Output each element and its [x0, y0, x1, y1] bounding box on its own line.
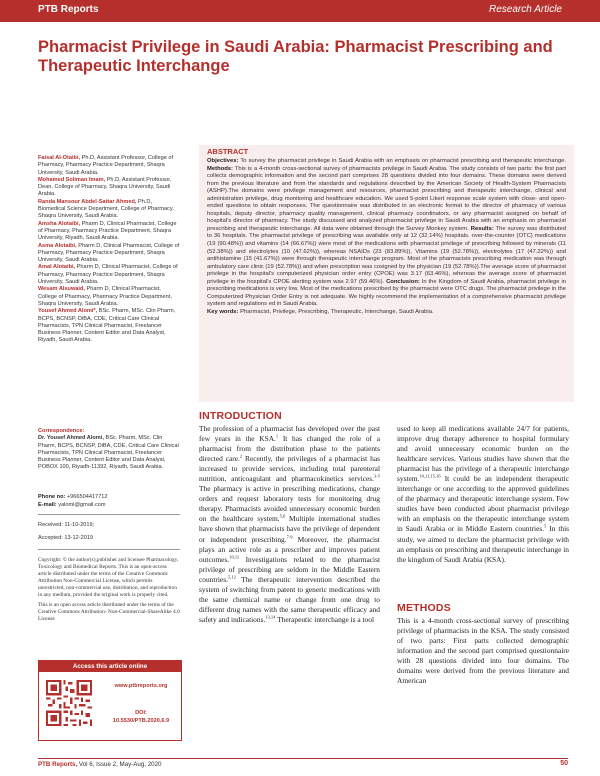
paragraph-text: Recently, the privileges of a pharmacist has increased to provide services, including total parenteral nutrition, anticoagulant and pharmacokinetics services.: [199, 454, 380, 484]
citation-ref[interactable]: 1: [275, 433, 279, 439]
objectives-label: Objectives:: [207, 158, 239, 164]
footer-divider: [38, 758, 568, 759]
author-name: Yousef Ahmed Alomi*,: [38, 308, 98, 315]
results-label: Results:: [470, 225, 494, 232]
copyright-block: [38, 557, 180, 623]
results-text: The survey was distributed to 36 hospitals. The pharmacist privilege of prescribing was available only at 12 (32.14%) hospitals. over-the-counter (OTC) medications (19 (90.48%)) and vitamins (14 (66.67%)) were most of the medications with pharmacist privilege of prescribing followed by minerals (11 (52.38%)) and electrolytes (10 (47.62%)), whereas NSAIDs (23 (83.89%)), Vitamins (19 (52.78%)), electrolytes (17 (47.22%)) and antihistamine (15 (41.67%)) were through therapeutic interchange program. Most of the pharmacists prescribing medication was through ambulatory care clinic (19 (52.78%)) and when prescription was cosigned by the physician (19 (52.78%)).The average score of pharmacist privilege in the hospital's computerized physician order entry (CPOE) was 3.17 (63.46%), whereas the average score of pharmacist privilege in the hospital's CPOE alerting system was 2.97 (59.46%).: [207, 225, 567, 285]
keywords: [207, 309, 566, 317]
header-bar: [0, 0, 600, 22]
introduction-heading: INTRODUCTION: [199, 410, 282, 422]
abstract-box: [199, 145, 574, 402]
author-name: Wesam Alsuwaid,: [38, 286, 85, 293]
access-online-box: [38, 660, 182, 741]
divider: [38, 549, 180, 550]
paragraph-text: Multiple international studies have shown that pharmacists have the privilege of dependent or independent prescribing.: [199, 514, 380, 544]
paragraph-text: The profession of a pharmacist has developed over the past few years in the KSA.: [199, 424, 380, 444]
paragraph-text: Therapeutic interchange is a tool: [275, 614, 374, 624]
email-label: E-mail:: [38, 501, 57, 508]
email-address[interactable]: yalomi@gmail.com: [56, 501, 106, 508]
author-entry: [38, 243, 180, 265]
doi-label: DOI:: [135, 710, 147, 716]
author-affiliation: BSc. Pharm, MSc. Clin Pharm, BCPS, BCNSP, DiBA, CDE, Critical Care Clinical Pharmacists, TPN Clinical Pharmacist, Freelancer Business Planner, Content Editor and Data Analyst, Riyadh, Saudi Arabia.: [38, 308, 176, 344]
introduction-col1: [199, 424, 380, 625]
author-affiliation: Ph.D, Assistant Professor, Dean, College of Pharmacy, Shaqra University, Saudi Arabia.: [38, 176, 172, 198]
citation-ref[interactable]: 13,14: [265, 614, 276, 620]
author-affiliation: Pharm D, Clinical Pharmacist, College of Pharmacy, Pharmacy Practice Department, Shaqra University, Riyadh, Saudi Arabia.: [38, 220, 177, 242]
author-affiliation: Ph.D, Assistant Professor, College of Pharmacy, Pharmacy Practice Department, Shaqra University, Saudi Arabia.: [38, 155, 174, 176]
abstract-body: [207, 158, 566, 316]
paragraph-text: It has changed the role of a pharmacist from the distribution phase to the patients directed care.: [199, 434, 380, 464]
methods-heading: METHODS: [397, 602, 451, 614]
paragraph-text: Investigations related to the pharmacist privilege of prescribing are seldom in the Middle Eastern countries.: [199, 554, 380, 584]
contact-info: [38, 494, 180, 509]
citation-ref[interactable]: 2: [239, 453, 243, 459]
correspondence: [38, 428, 180, 472]
keywords-label: Key words:: [207, 308, 239, 315]
divider: [38, 514, 180, 515]
citation-ref[interactable]: 10,11: [229, 554, 240, 560]
author-name: Randa Mansour Abdel-Sattar Ahmed,: [38, 198, 137, 205]
author-name: Mohamed Soliman Imam,: [38, 176, 106, 183]
author-entry: [38, 221, 180, 243]
methods-label: Methods:: [207, 165, 233, 172]
author-entry: [38, 177, 180, 199]
paragraph-text: used to keep all medications available 24/7 for patients, improve drug therapy adherence to hospital formulary and avoid unnecessary economic burden on the healthcare services. Various studies have shown that the pharmacist has the privilege of a therapeutic interchange system.: [397, 424, 569, 484]
keywords-text: Pharmacist, Privilege, Prescribing, Therapeutic, Interchange, Saudi Arabia.: [238, 308, 434, 315]
introduction-col2: [397, 424, 569, 565]
conclusion-text: In the Kingdom of Saudi Arabia, pharmacist privilege in prescribing medications is very low. Most of the medications prescribed by the pharmacist were OTC drugs. The pharmacist privilege in the Computerized Physician Order Entry is not adequate. We highly recommend the implementation of a comprehensive pharmacist privilege system and regulations ed in Saudi Arabia.: [207, 278, 567, 308]
objectives-text: To survey the pharmacist privilege in Saudi Arabia with an emphasis on pharmacist prescribing and therapeutic interchange.: [238, 158, 566, 164]
author-affiliation: Pharm D, Clinical Pharmacist, College of Pharmacy, Pharmacy Practice Department, Shaqra University, Saudi Arabia.: [38, 242, 180, 264]
footer-issue: Vol 6, Issue 2, May-Aug, 2020: [77, 761, 162, 768]
conclusion-label: Conclusion:: [386, 278, 420, 285]
doi: [105, 710, 177, 725]
paragraph-text: In this study, we aimed to declare the pharmacist privilege with an emphasis on prescribing and therapeutic interchange in the kingdom of Saudi Arabia (KSA).: [397, 524, 570, 564]
paragraph-text: It could be an independent therapeutic interchange or one according to the approved guidelines of the pharmacy and therapeutic interchange system. Few studies have been conducted about pharmacist privilege with an emphasis on the therapeutic interchange system in Saudi Arabia or in Middle Eastern countries.: [397, 474, 569, 534]
citation-ref[interactable]: 3-5: [374, 473, 380, 479]
journal-website-link[interactable]: www.ptbreports.org: [114, 683, 168, 689]
doi-link[interactable]: 10.5530/PTB.2020.6.9: [112, 717, 170, 724]
abstract-heading: ABSTRACT: [207, 147, 249, 156]
author-entry: [38, 264, 180, 286]
author-name: Amsha Alotaibi,: [38, 220, 81, 227]
author-affiliation: Ph.D, Biomedical Science Department, College of Pharmacy, Shaqra University, Saudi Arabia.: [38, 198, 174, 220]
methods-text: This is a 4-month cross-sectional survey of pharmacists privilege in Saudi Arabia. The study consists of two parts: the first part collects demographic information and the second part comprises 28 questions divided into four domains. These domains were derived from the previous literature and from the standards and regulations described by the American Society of Health-System Pharmacists (ASHP).The domains were privilege management and resources, pharmacist prescribing and therapeutic interchange, clinical and administration privilege, drug monitoring and healthcare education. We used 5-point Likert response scale system with close- and open-ended questions to obtain responses. The questionnaire was distributed in an electronic format to the director of pharmacy of various hospitals, deputy director, pharmacy quality management, clinical pharmacy coordinators, or any pharmacist assigned on behalf of hospital's director of pharmacy. The study discussed and analyzed pharmacist privilege in Saudi Arabia with an emphasis on pharmacist prescribing and therapeutic interchange. All data were obtained through the Survey Monkey system.: [207, 165, 566, 232]
author-list: [38, 155, 180, 345]
correspondence-name: Dr. Yousef Ahmed Alomi,: [38, 435, 104, 442]
author-affiliation: Pharm D, Clinical Pharmacist, College of Pharmacy, Pharmacy Practice Department, Shaqra University, Saudi Arabia.: [38, 286, 172, 307]
copyright-text: Copyright: © the author(s),publisher and licensee Pharmacology, Toxicology and Biomedical Reports. This is an open-access article distributed under the terms of the Creative Commons Attribution Non-Commercial License, which permits unrestricted, non-commercial use, distribution, and reproduction in any medium, provided the original work is properly cited.: [38, 557, 179, 598]
paragraph-text: The pharmacy is active in prescribing medications, change orders and request laboratory tests for monitoring drug therapy. Pharmacists avoided unnecessary economic burden on the healthcare system.: [199, 484, 380, 524]
access-heading: Access this article online: [39, 661, 181, 672]
correspondence-details: BSc. Pharm, MSc. Clin Pharm, BCPS, BCNSP, DiBA, CDE, Critical Care Clinical Pharmacists, TPN Clinical Pharmacist, Freelancer Business Planner, Content Editor and Data Analyst, POBOX 100, Riyadh-11392, Riyadh, Saudi Arabia.: [38, 435, 179, 471]
footer-citation: [38, 761, 161, 768]
author-name: Amal Alotaibi,: [38, 264, 76, 271]
author-name: Asma Alotaibi,: [38, 242, 77, 249]
article-type: Research Article: [489, 4, 562, 15]
methods-text: This is a 4-month cross-sectional survey of prescribing privilege of pharmacists in the KSA. The study consisted of two parts: First parts collected demographic information and the second part comprised questionnaire with 28 questions divided into four domains. The domains were derived from the previous literature and American: [397, 616, 569, 686]
accepted-date: Accepted: 13-12-2019: [38, 535, 94, 541]
citation-ref[interactable]: 5: [544, 524, 547, 529]
author-affiliation: Pharm D, Clinical Pharmacist, College of Pharmacy, Pharmacy Practice Department, Shaqra University, Saudi Arabia.: [38, 264, 178, 286]
license-text: This is an open access article distributed under the terms of the Creative Commons Attribution- Non-Commercial-ShareAlike 4.0 License: [38, 602, 180, 623]
dates: [38, 519, 180, 545]
citation-ref[interactable]: 10,11,15,16: [419, 473, 441, 479]
page-number: 50: [560, 760, 568, 767]
citation-ref[interactable]: 5,6: [279, 513, 286, 519]
paragraph-text: The therapeutic intervention described the system of switching from patent to generic medications with the same chemical name or change from one drug to different drug names with the same therapeutic efficacy and safety and indications.: [199, 574, 380, 624]
author-name: Faisal Al-Otaibi,: [38, 155, 81, 161]
author-entry: [38, 308, 180, 344]
footer-journal: PTB Reports,: [38, 761, 78, 768]
phone-number: +966504417712: [65, 494, 108, 500]
correspondence-heading: Correspondence:: [38, 428, 85, 434]
citation-ref[interactable]: 5,12: [227, 574, 236, 580]
phone-label: Phone no:: [38, 494, 66, 500]
author-entry: [38, 155, 180, 177]
article-title: Pharmacist Privilege in Saudi Arabia: Pharmacist Prescribing and Therapeutic Interchange: [38, 38, 553, 75]
paragraph-text: Moreover, the pharmacist plays an active role as a prescriber and improves patient outcomes.: [199, 534, 380, 564]
journal-name: PTB Reports: [38, 4, 99, 15]
citation-ref[interactable]: 7-9: [286, 534, 293, 540]
received-date: Received: 11-10-2019;: [38, 522, 95, 528]
author-entry: [38, 199, 180, 221]
author-entry: [38, 286, 180, 308]
qr-code-icon[interactable]: [46, 680, 92, 726]
